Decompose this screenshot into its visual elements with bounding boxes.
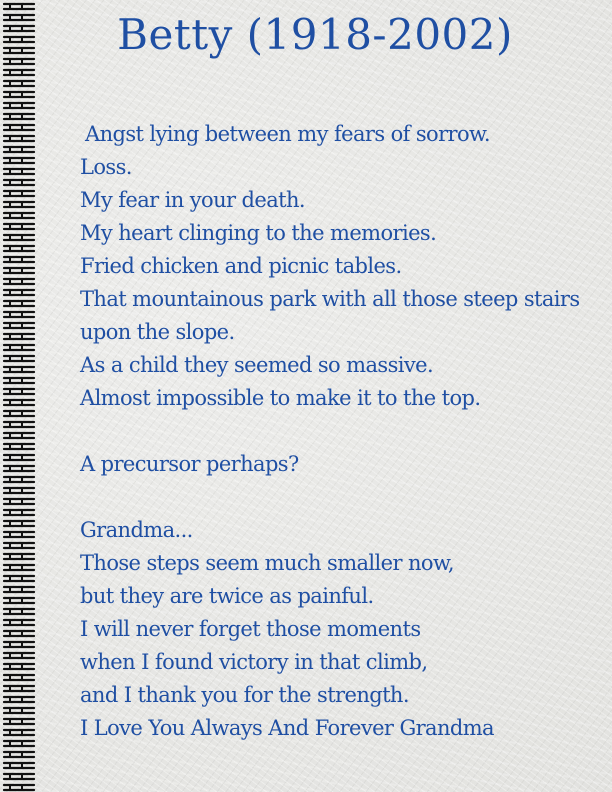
poem-line: when I found victory in that climb,: [80, 650, 428, 674]
binding-coil: [4, 278, 34, 285]
binding-coil: [4, 344, 34, 351]
poem-line: Fried chicken and picnic tables.: [80, 254, 402, 278]
binding-coil: [4, 685, 34, 692]
poem-line: but they are twice as painful.: [80, 584, 374, 608]
binding-coil: [4, 784, 34, 791]
binding-coil: [4, 509, 34, 516]
binding-coil: [4, 421, 34, 428]
binding-coil: [4, 641, 34, 648]
binding-coil: [4, 124, 34, 131]
poem-line: That mountainous park with all those steep stairs: [80, 287, 580, 311]
stanza-break: [80, 481, 605, 514]
binding-coil: [4, 773, 34, 780]
binding-coil: [4, 729, 34, 736]
binding-coil: [4, 168, 34, 175]
binding-coil: [4, 300, 34, 307]
binding-coil: [4, 619, 34, 626]
binding-coil: [4, 355, 34, 362]
poem-line: Grandma...: [80, 518, 193, 542]
binding-coil: [4, 399, 34, 406]
stanza-break: [80, 415, 605, 448]
binding-coil: [4, 69, 34, 76]
binding-coil: [4, 333, 34, 340]
binding-coil: [4, 476, 34, 483]
binding-coil: [4, 663, 34, 670]
binding-coil: [4, 630, 34, 637]
binding-coil: [4, 377, 34, 384]
binding-coil: [4, 531, 34, 538]
binding-coil: [4, 443, 34, 450]
poem-line: Almost impossible to make it to the top.: [80, 386, 481, 410]
binding-coil: [4, 740, 34, 747]
binding-coil: [4, 212, 34, 219]
binding-coil: [4, 201, 34, 208]
binding-coil: [4, 762, 34, 769]
binding-coil: [4, 311, 34, 318]
binding-coil: [4, 80, 34, 87]
binding-coil: [4, 498, 34, 505]
binding-coil: [4, 146, 34, 153]
binding-coil: [4, 454, 34, 461]
binding-coil: [4, 157, 34, 164]
binding-coil: [4, 234, 34, 241]
binding-coil: [4, 410, 34, 417]
binding-coil: [4, 465, 34, 472]
poem-line: Those steps seem much smaller now,: [80, 551, 454, 575]
poem-line: My fear in your death.: [80, 188, 305, 212]
poem-line: I Love You Always And Forever Grandma: [80, 716, 494, 740]
binding-coil: [4, 223, 34, 230]
binding-coil: [4, 113, 34, 120]
poem-line: I will never forget those moments: [80, 617, 421, 641]
binding-coil: [4, 520, 34, 527]
poem-body: [80, 118, 605, 745]
binding-coil: [4, 190, 34, 197]
binding-coil: [4, 674, 34, 681]
binding-coil: [4, 718, 34, 725]
binding-coil: [4, 102, 34, 109]
poem-line: My heart clinging to the memories.: [80, 221, 437, 245]
binding-coil: [4, 267, 34, 274]
binding-coil: [4, 696, 34, 703]
poem-line: A precursor perhaps?: [80, 452, 299, 476]
binding-coil: [4, 91, 34, 98]
binding-coil: [4, 322, 34, 329]
binding-coil: [4, 289, 34, 296]
page-title: Betty (1918-2002): [117, 10, 513, 59]
binding-coil: [4, 245, 34, 252]
poem-line: Angst lying between my fears of sorrow.: [85, 122, 490, 146]
poem-line: As a child they seemed so massive.: [80, 353, 434, 377]
poem-line: upon the slope.: [80, 320, 235, 344]
binding-coil: [4, 542, 34, 549]
spiral-binding: [0, 0, 40, 792]
poem-line: Loss.: [80, 155, 132, 179]
binding-coil: [4, 553, 34, 560]
poem-line: and I thank you for the strength.: [80, 683, 409, 707]
binding-coil: [4, 575, 34, 582]
binding-coil: [4, 751, 34, 758]
binding-coil: [4, 652, 34, 659]
binding-coil: [4, 597, 34, 604]
binding-coil: [4, 586, 34, 593]
binding-coil: [4, 256, 34, 263]
binding-coil: [4, 564, 34, 571]
binding-coil: [4, 135, 34, 142]
binding-coil: [4, 432, 34, 439]
binding-coil: [4, 707, 34, 714]
binding-coil: [4, 179, 34, 186]
binding-coil: [4, 388, 34, 395]
binding-coil: [4, 487, 34, 494]
binding-coil: [4, 366, 34, 373]
binding-coil: [4, 608, 34, 615]
